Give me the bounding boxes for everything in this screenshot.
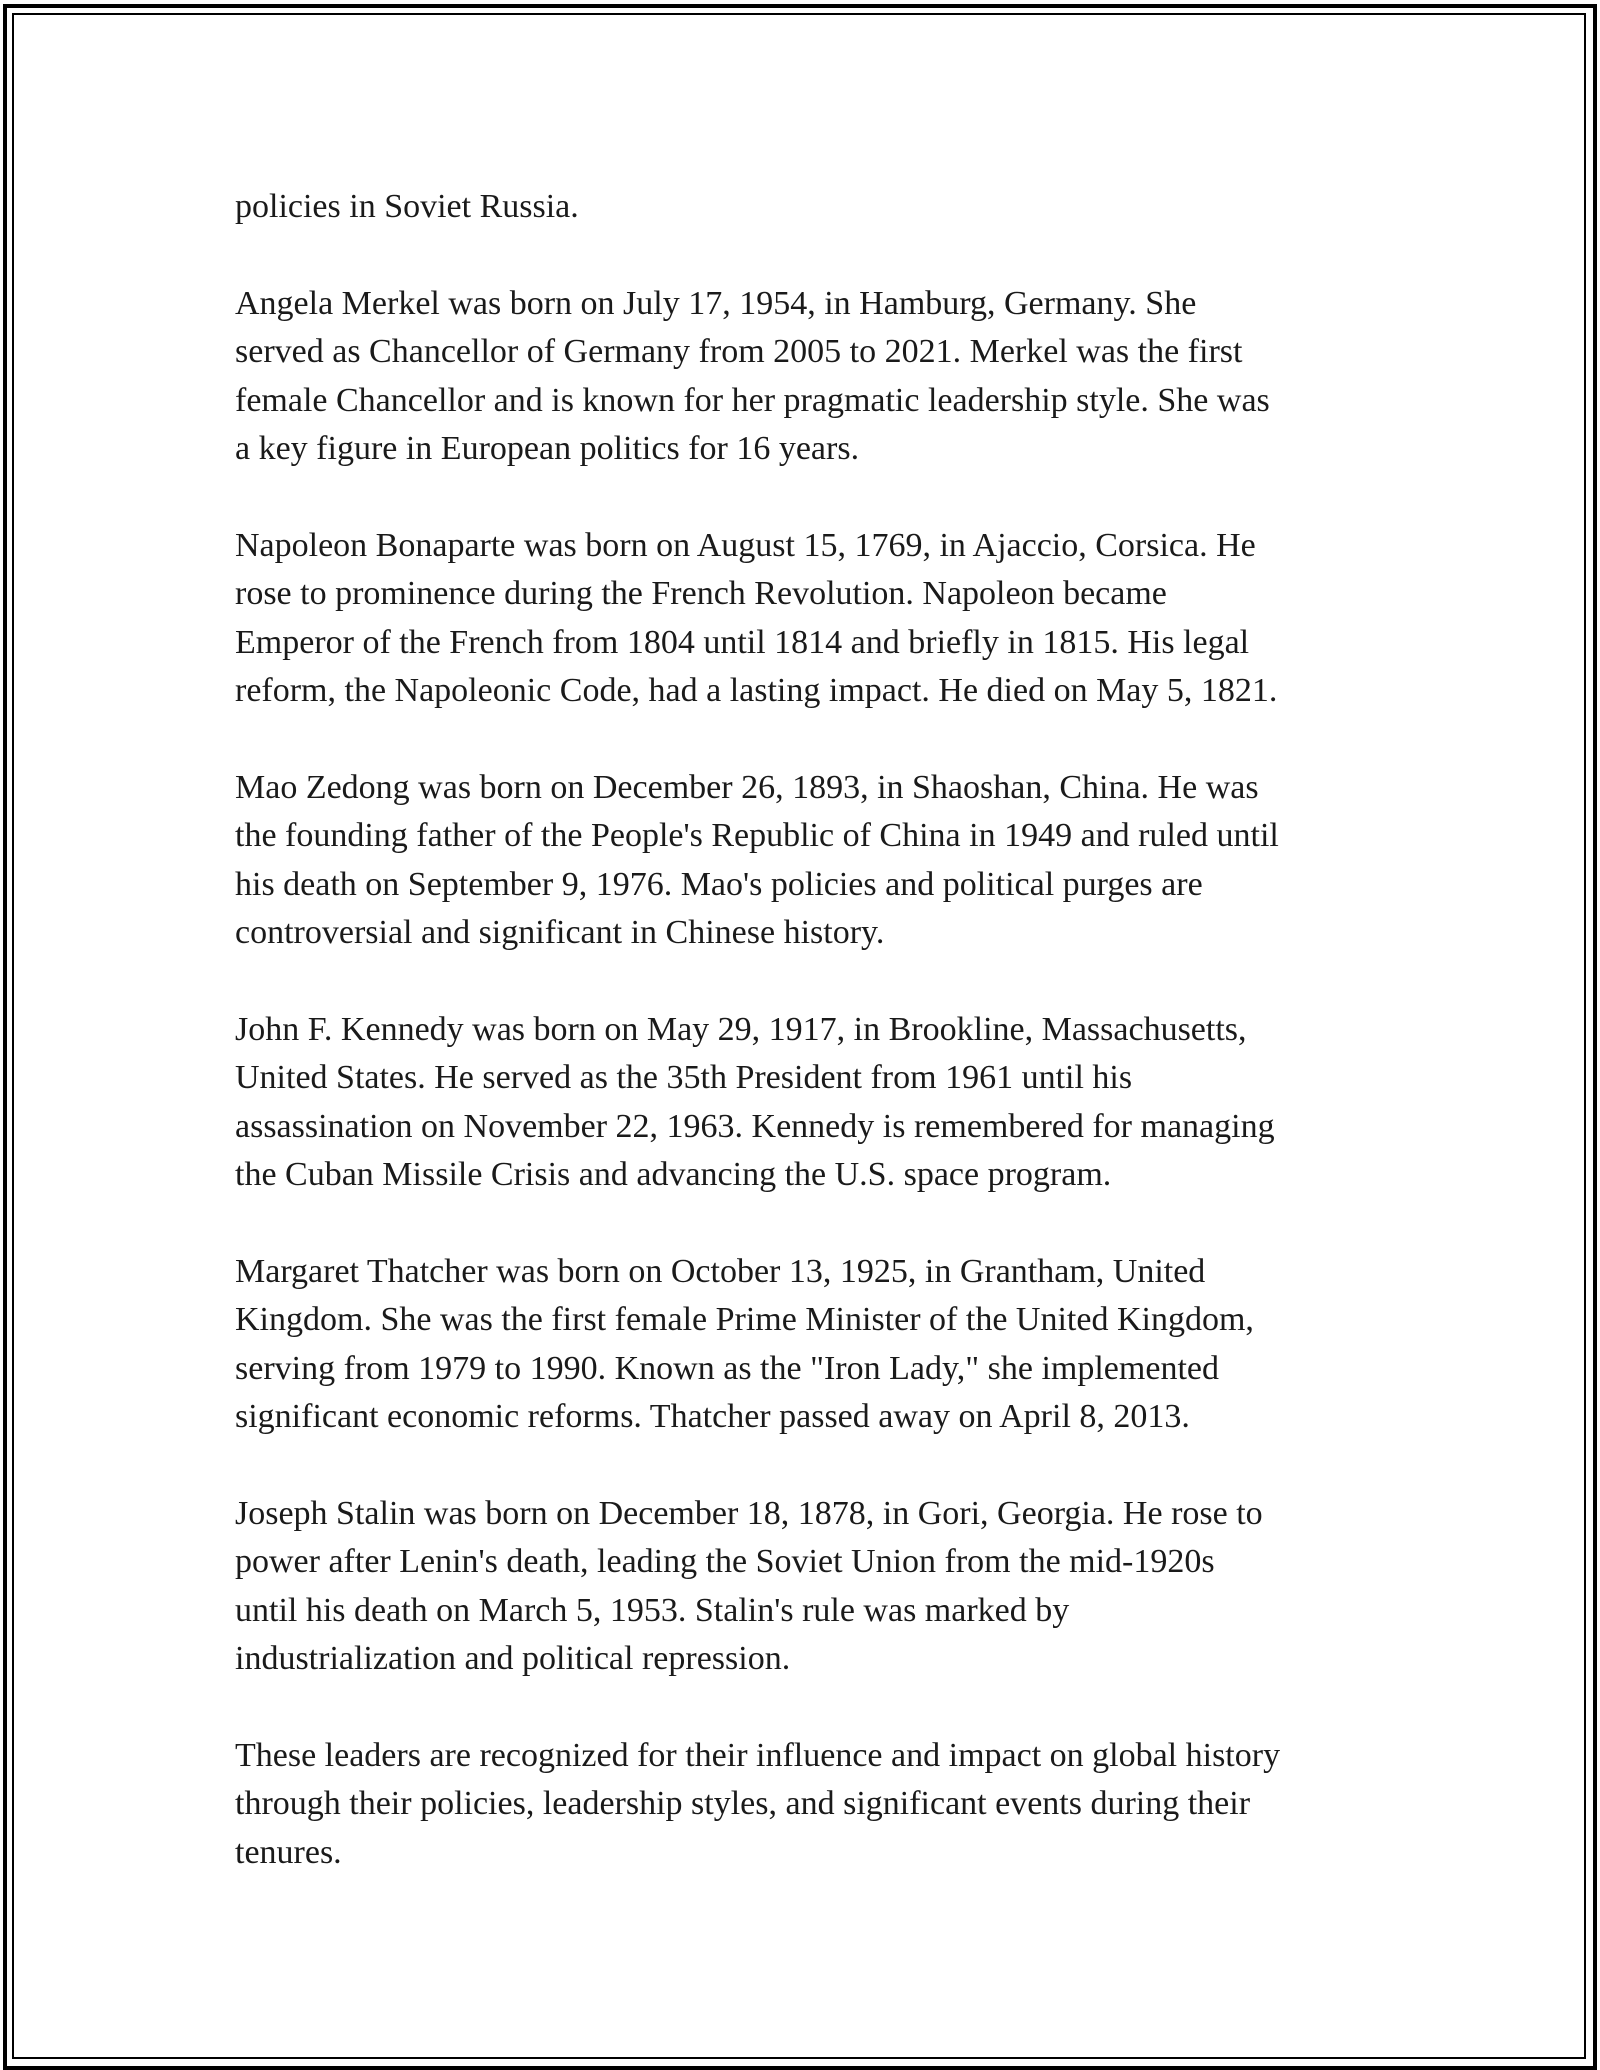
- document-body: [235, 183, 1375, 1877]
- paragraph-mao-zedong: Mao Zedong was born on December 26, 1893, in Shaoshan, China. He was the founding father of the People's Republic of China in 1949 and ruled until his death on September 9, 1976. Mao's policies and political purges are controversial and significant in Chinese history.: [235, 768, 1279, 952]
- paragraph-napoleon-bonaparte: Napoleon Bonaparte was born on August 15, 1769, in Ajaccio, Corsica. He rose to prominence during the French Revolution. Napoleon became Emperor of the French from 1804 until 1814 and briefly in 1815. His legal reform, the Napoleonic Code, had a lasting impact. He died on May 5, 1821.: [235, 526, 1278, 710]
- paragraph-joseph-stalin: Joseph Stalin was born on December 18, 1878, in Gori, Georgia. He rose to power after Lenin's death, leading the Soviet Union from the mid-1920s until his death on March 5, 1953. Stalin's rule was marked by industrialization and political repression.: [235, 1494, 1263, 1678]
- paragraph-soviet-continuation: policies in Soviet Russia.: [235, 188, 579, 225]
- paragraph-john-f-kennedy: John F. Kennedy was born on May 29, 1917, in Brookline, Massachusetts, United States. He served as the 35th President from 1961 until his assassination on November 22, 1963. Kennedy is remembered for managing the Cuban Missile Crisis and advancing the U.S. space program.: [235, 1010, 1275, 1194]
- paragraph-margaret-thatcher: Margaret Thatcher was born on October 13, 1925, in Grantham, United Kingdom. She was the first female Prime Minister of the United Kingdom, serving from 1979 to 1990. Known as the "Iron Lady," she implemented significant economic reforms. Thatcher passed away on April 8, 2013.: [235, 1252, 1254, 1436]
- paragraph-angela-merkel: Angela Merkel was born on July 17, 1954, in Hamburg, Germany. She served as Chancellor of Germany from 2005 to 2021. Merkel was the first female Chancellor and is known for her pragmatic leadership style. She was a key figure in European politics for 16 years.: [235, 284, 1270, 468]
- paragraph-conclusion: These leaders are recognized for their influence and impact on global history through their policies, leadership styles, and significant events during their tenures.: [235, 1736, 1281, 1871]
